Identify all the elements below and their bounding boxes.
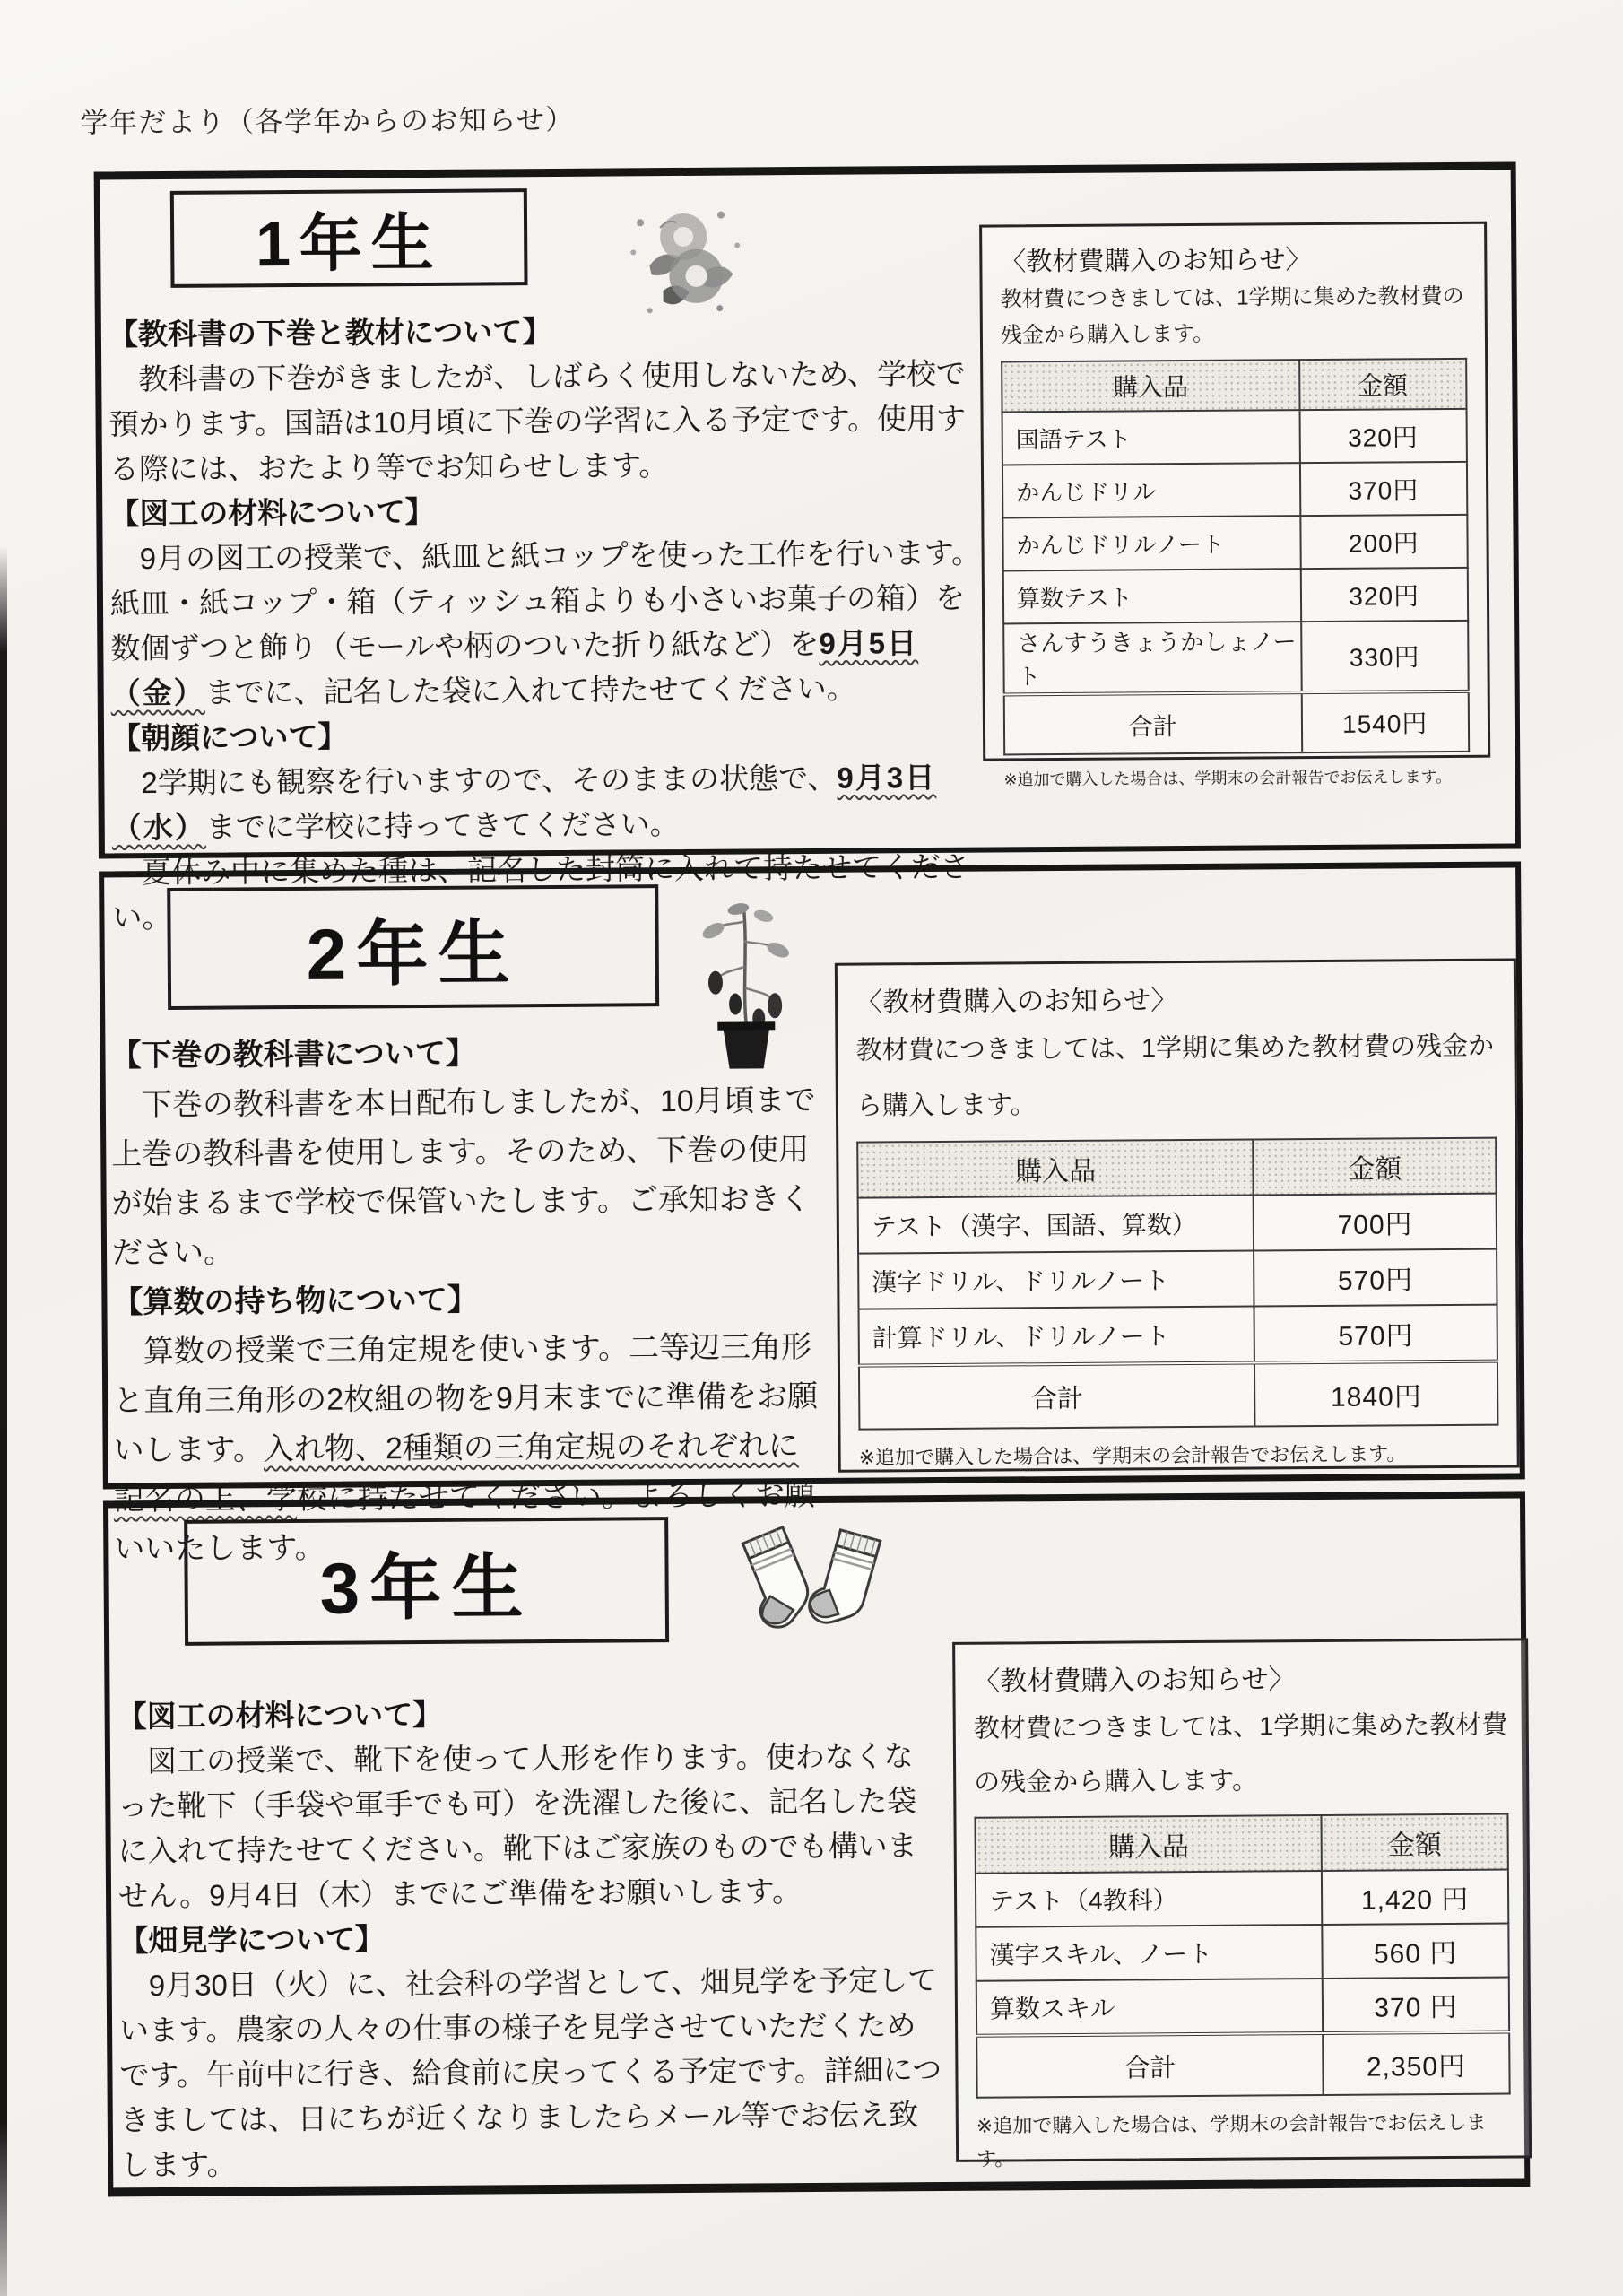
item-cell: かんじドリル (1002, 463, 1300, 517)
block-heading: 【算数の持ち物について】 (112, 1283, 478, 1320)
table-row (976, 1870, 1508, 1927)
text-segment: 9月の図工の授業で、紙皿と紙コップを使った工作を行います。紙皿・紙コップ・箱（ティッシュ箱よりも小さいお菓子の箱）を数個ずつと飾り（モールや柄のついた折り紙など）を (109, 535, 982, 665)
amount-cell: 1,420 円 (1322, 1870, 1508, 1925)
table-header-row (857, 1138, 1496, 1198)
block-heading: 【図工の材料について】 (117, 1697, 443, 1734)
materials-table (1001, 358, 1470, 756)
table-row (859, 1305, 1497, 1366)
total-row (1004, 691, 1469, 755)
text-segment: 2学期にも観察を行いますので、そのままの状態で、 (111, 761, 838, 800)
text-segment: 算数の授業で三角定規を使います。二等辺三角形と直角三角形の2枚組の物を9月末までに準備をお願いします。 (112, 1329, 819, 1468)
total-label-cell: 合計 (859, 1363, 1255, 1430)
section-grade-2 (99, 861, 1525, 1567)
amount-cell: 560 円 (1322, 1924, 1508, 1979)
panel-note: ※追加で購入した場合は、学期末の会計報告でお伝えします。 (858, 1442, 1407, 1469)
materials-table (856, 1137, 1498, 1431)
paragraph (119, 1958, 946, 2187)
body-text-grade-2 (110, 1027, 827, 1575)
grade-title-grade-1: 1年生 (255, 207, 443, 279)
table-row (1002, 409, 1467, 465)
materials-cost-panel-grade-1 (979, 222, 1490, 789)
materials-cost-panel-grade-3 (952, 1638, 1532, 2171)
body-text-grade-1 (108, 307, 987, 941)
table-row (1003, 621, 1469, 695)
item-cell: テスト（4教科） (976, 1871, 1323, 1927)
text-segment: 9月30日（火）に、社会科の学習として、畑見学を予定しています。農家の人々の仕事の様子を見学させていただくためです。午前中に行き、給食前に戻ってくる予定です。詳細につきましては、日にちが近くなりましたらメール等でお伝え致します。 (118, 1963, 942, 2182)
amount-cell: 320円 (1300, 568, 1468, 622)
column-header-amount: 金額 (1299, 359, 1467, 410)
block-heading: 【朝顔について】 (110, 719, 348, 755)
item-cell: 漢字スキル、ノート (976, 1925, 1323, 1981)
table-row (976, 1924, 1508, 1981)
paragraph (117, 1734, 943, 1918)
item-cell: 計算ドリル、ドリルノート (859, 1307, 1255, 1366)
amount-cell: 700円 (1254, 1194, 1497, 1251)
underlined-date-text: 9月3日（水） (111, 760, 937, 845)
column-header-purchase-item: 購入品 (975, 1815, 1322, 1874)
total-amount-cell: 1540円 (1301, 691, 1469, 752)
panel-title: 〈教材費購入のお知らせ〉 (1000, 246, 1312, 277)
amount-cell: 200円 (1300, 515, 1468, 569)
table-row (976, 1978, 1509, 2036)
text-segment: 教科書の下巻がきましたが、しばらく使用しないため、学校で預かります。国語は10月頃に下巻の学習に入る予定です。使用する際には、おたより等でお知らせします。 (108, 356, 967, 486)
grade-title-grade-3: 3年生 (319, 1546, 534, 1629)
panel-title: 〈教材費購入のお知らせ〉 (855, 986, 1178, 1018)
block-heading: 【教科書の下巻と教材について】 (108, 314, 552, 352)
total-label-cell: 合計 (976, 2033, 1324, 2098)
item-cell: 算数テスト (1003, 569, 1301, 623)
item-cell: テスト（漢字、国語、算数） (858, 1196, 1254, 1254)
block-heading: 【畑見学について】 (118, 1922, 385, 1958)
item-cell: 国語テスト (1002, 410, 1300, 465)
item-cell: 算数スキル (976, 1979, 1324, 2036)
table-row (1003, 568, 1468, 624)
scan-artifact-left-streak (0, 547, 7, 2296)
table-row (858, 1194, 1497, 1254)
amount-cell: 320円 (1299, 409, 1467, 463)
grade-title-box-grade-2 (167, 884, 659, 1010)
text-segment: 校に持たせてください。よろしくお願いいたします。 (114, 1477, 816, 1567)
column-header-purchase-item: 購入品 (1002, 360, 1299, 412)
body-text-grade-3 (117, 1689, 945, 2187)
table-header-row (1002, 359, 1466, 413)
section-grade-3 (103, 1491, 1530, 2196)
block-heading: 【図工の材料について】 (109, 494, 435, 531)
table-row (1002, 462, 1467, 518)
paragraph (108, 352, 984, 492)
item-cell: かんじドリルノート (1002, 516, 1300, 570)
paragraph (111, 755, 986, 851)
panel-title: 〈教材費購入のお知らせ〉 (973, 1665, 1296, 1697)
text-segment: 夏休み中に集めた種は、記名した封筒に入れて持たせてください。 (111, 849, 971, 935)
text-segment: までに学校に持ってきてください。 (205, 806, 680, 844)
grade-title-grade-2: 2年生 (306, 912, 521, 995)
section-grade-1 (94, 161, 1521, 935)
amount-cell: 570円 (1254, 1305, 1497, 1363)
panel-intro: 教材費につきましては、1学期に集めた教材費の残金から購入します。 (855, 1031, 1495, 1121)
block-heading: 【下巻の教科書について】 (110, 1036, 476, 1074)
column-header-amount: 金額 (1254, 1138, 1497, 1196)
page-title: 学年だより（各学年からのお知らせ） (80, 103, 575, 139)
paragraph (109, 531, 985, 717)
table-row (1002, 515, 1467, 571)
panel-intro: 教材費につきましては、1学期に集めた教材費の残金から購入します。 (1000, 283, 1464, 348)
materials-cost-panel-grade-2 (835, 958, 1520, 1472)
item-cell: 漢字ドリル、ドリルノート (858, 1251, 1254, 1309)
text-segment: 図工の授業で、靴下を使って人形を作ります。使わなくなった靴下（手袋や軍手でも可）を洗濯した後に、記名した袋に入れて持たせてください。靴下はご家族のものでも構いません。9月4日（木）までにご準備をお願いします。 (117, 1739, 917, 1913)
total-amount-cell: 1840円 (1254, 1361, 1497, 1427)
column-header-purchase-item: 購入品 (857, 1140, 1254, 1198)
grade-title-box-grade-3 (184, 1517, 669, 1646)
amount-cell: 370 円 (1323, 1978, 1509, 2033)
panel-note: ※追加で購入した場合は、学期末の会計報告でお伝えします。 (976, 2110, 1487, 2171)
underlined-date-text: 入れ物、2種類の三角定規のそれぞれに記名の上、学 (113, 1429, 799, 1518)
text-segment: 下巻の教科書を本日配布しましたが、10月頃まで上巻の教科書を使用します。そのため、下巻の使用が始まるまで学校で保管いたします。ご承知おきください。 (110, 1083, 816, 1271)
total-row (859, 1361, 1497, 1430)
paragraph (111, 1076, 826, 1279)
amount-cell: 370円 (1299, 462, 1467, 516)
amount-cell: 570円 (1254, 1249, 1497, 1307)
panel-intro: 教材費につきましては、1学期に集めた教材費の残金から購入します。 (973, 1710, 1508, 1797)
column-header-amount: 金額 (1322, 1814, 1508, 1871)
panel-note: ※追加で購入した場合は、学期末の会計報告でお伝えします。 (1003, 767, 1453, 789)
amount-cell: 330円 (1301, 621, 1469, 692)
total-label-cell: 合計 (1004, 692, 1302, 754)
table-header-row (975, 1814, 1507, 1874)
table-row (858, 1249, 1497, 1309)
underlined-date-text: 9月5日（金） (110, 626, 919, 710)
total-row (976, 2032, 1509, 2098)
socks-illustration (729, 1517, 900, 1677)
grade-title-box-grade-1 (170, 188, 528, 288)
text-segment: までに、記名した袋に入れて持たせてください。 (204, 671, 856, 709)
materials-table (974, 1813, 1510, 2099)
total-amount-cell: 2,350円 (1323, 2032, 1509, 2095)
item-cell: さんすうきょうかしょノート (1003, 622, 1301, 694)
morning-glory-flower-illustration (613, 202, 749, 324)
